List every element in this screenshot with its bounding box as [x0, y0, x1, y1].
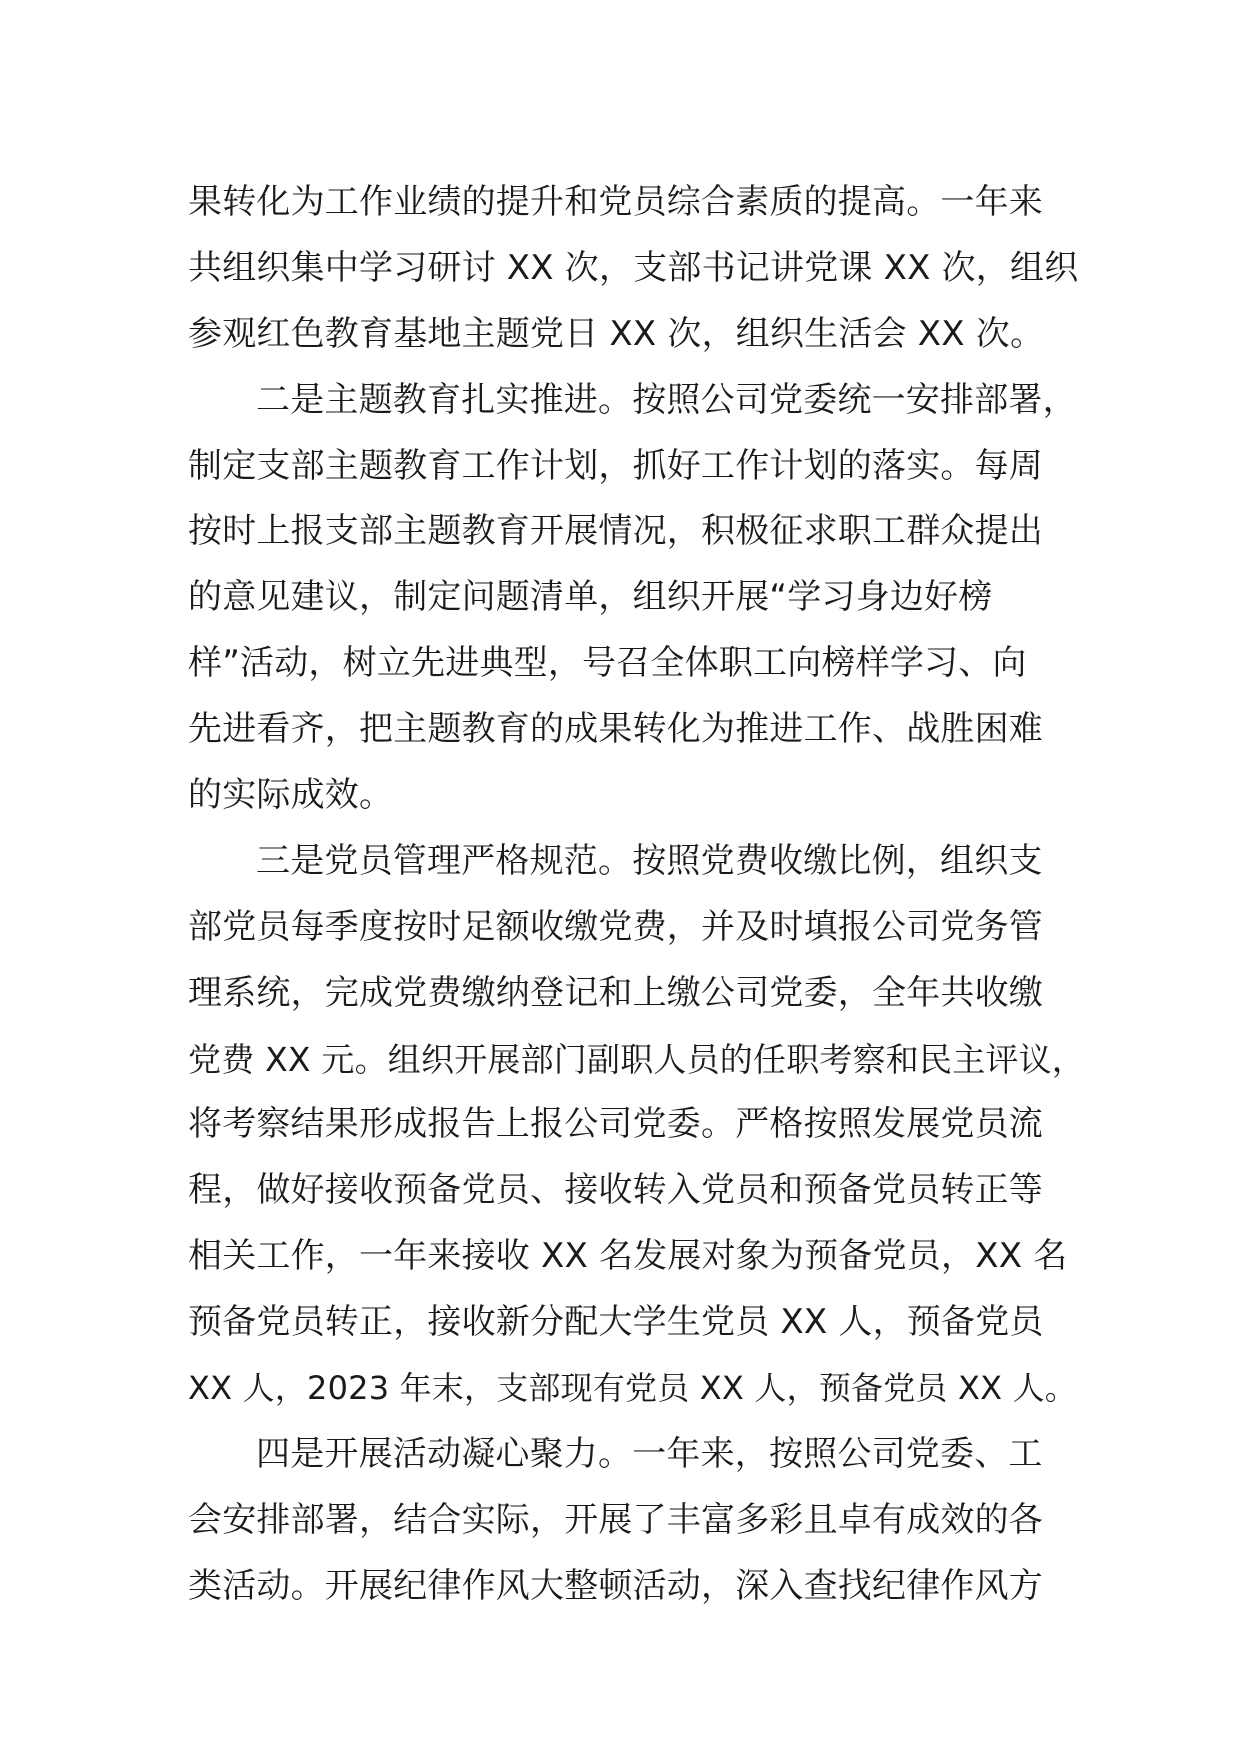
text-line: 理系统，完成党费缴纳登记和上缴公司党委，全年共收缴: [188, 972, 1043, 1013]
text-line: 预备党员转正，接收新分配大学生党员 XX 人，预备党员: [188, 1302, 1044, 1343]
text-line: 果转化为工作业绩的提升和党员综合素质的提高。一年来: [188, 182, 1043, 222]
text-line: 将考察结果形成报告上报公司党委。严格按照发展党员流: [188, 1104, 1043, 1145]
text-line: 共组织集中学习研讨 XX 次，支部书记讲党课 XX 次，组织: [188, 247, 1079, 288]
text-line: 程，做好接收预备党员、接收转入党员和预备党员转正等: [188, 1170, 1043, 1211]
text-line: 相关工作，一年来接收 XX 名发展对象为预备党员，XX 名: [188, 1236, 1068, 1277]
text-line: 会安排部署，结合实际，开展了丰富多彩且卓有成效的各: [188, 1499, 1043, 1540]
text-line: 部党员每季度按时足额收缴党费，并及时填报公司党务管: [188, 906, 1043, 947]
text-line: 党费 XX 元。组织开展部门副职人员的任职考察和民主评议，: [188, 1039, 1085, 1079]
paragraph-2-first-line: 二是主题教育扎实推进。按照公司党委统一安排部署，: [256, 379, 1077, 420]
text-line: 先进看齐，把主题教育的成果转化为推进工作、战胜困难: [188, 709, 1043, 750]
paragraph-3-first-line: 三是党员管理严格规范。按照党费收缴比例，组织支: [256, 840, 1043, 881]
text-line: XX 人，2023 年末，支部现有党员 XX 人，预备党员 XX 人。: [188, 1369, 1078, 1408]
text-line: 的实际成效。: [188, 775, 394, 816]
text-line: 按时上报支部主题教育开展情况，积极征求职工群众提出: [188, 511, 1043, 552]
text-line: 类活动。开展纪律作风大整顿活动，深入查找纪律作风方: [188, 1565, 1043, 1606]
text-line: 的意见建议，制定问题清单，组织开展“学习身边好榜: [188, 577, 993, 618]
body-text: [188, 170, 1088, 1620]
text-line: 样”活动，树立先进典型，号召全体职工向榜样学习、向: [188, 643, 1027, 684]
text-line: 参观红色教育基地主题党日 XX 次，组织生活会 XX 次。: [188, 313, 1045, 354]
text-line: 制定支部主题教育工作计划，抓好工作计划的落实。每周: [188, 445, 1043, 486]
paragraph-4-first-line: 四是开展活动凝心聚力。一年来，按照公司党委、工: [256, 1433, 1043, 1474]
